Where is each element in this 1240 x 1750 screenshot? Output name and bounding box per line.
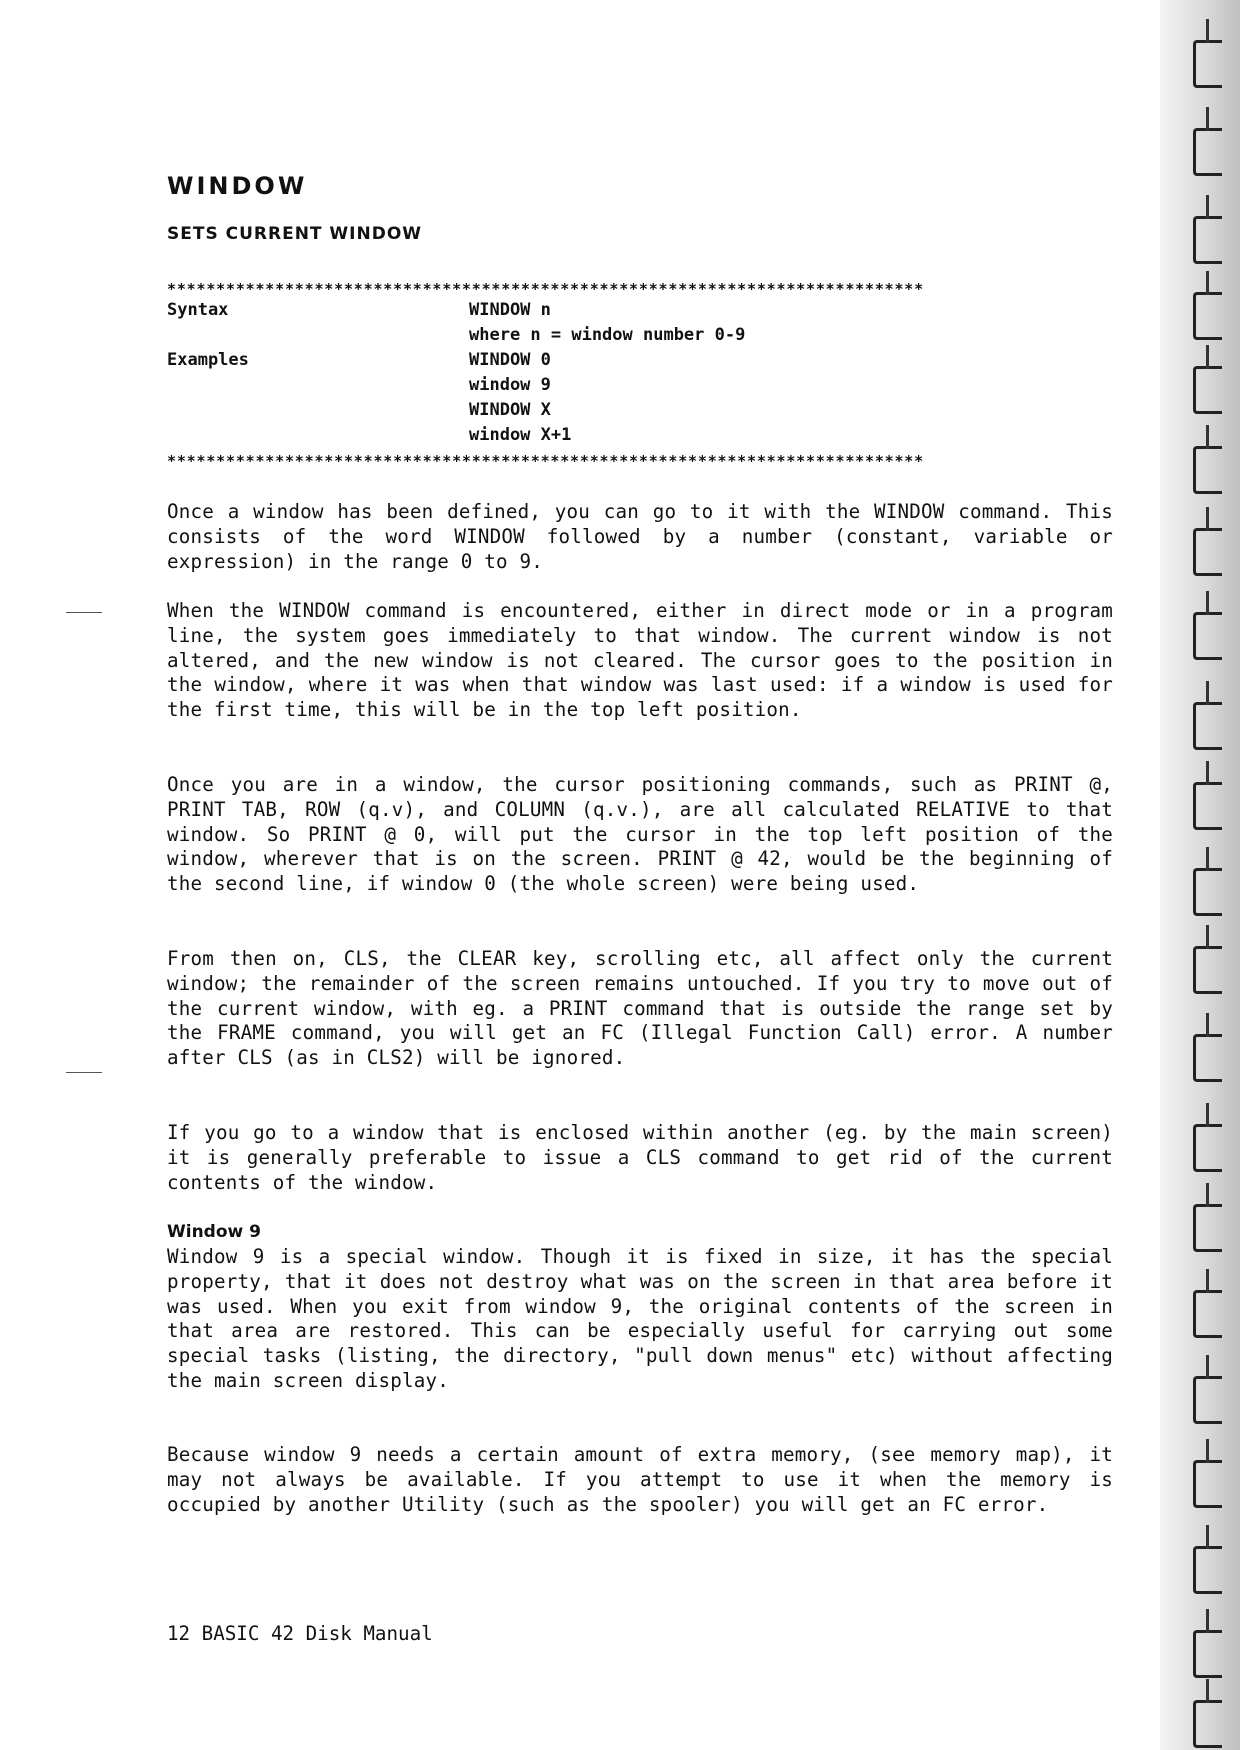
syntax-value: WINDOW X xyxy=(469,400,551,420)
syntax-value: where n = window number 0-9 xyxy=(469,325,746,345)
paragraph: Window 9 is a special window. Though it is fixed in size, it has the special property, that it does not destroy what was on the screen in that area before it was used. When you exit from window 9, the original contents of the screen in that area are restored. This can be especially useful for carrying out some special tasks (listing, the directory, "pull down menus" etc) without affecting the main screen display. xyxy=(167,1245,1113,1392)
paragraph: From then on, CLS, the CLEAR key, scrolling etc, all affect only the current window; the remainder of the screen remains untouched. If you try to move out of the current window, with eg. a PRINT command that is outside the range set by the FRAME command, you will get an FC (Illegal Function Call) error. A number after CLS (as in CLS2) will be ignored. xyxy=(167,947,1113,1070)
syntax-row xyxy=(167,300,1117,325)
binding-ring xyxy=(1193,1700,1222,1748)
binding-ring xyxy=(1193,446,1222,494)
paragraph: Once a window has been defined, you can go to it with the WINDOW command. This consists of the word WINDOW followed by a number (constant, variable or expression) in the range 0 to 9. xyxy=(167,500,1113,573)
paragraph: If you go to a window that is enclosed within another (eg. by the main screen) it is generally preferable to issue a CLS command to get rid of the current contents of the window. xyxy=(167,1121,1113,1194)
syntax-row xyxy=(167,350,1117,375)
syntax-row xyxy=(167,425,1117,450)
syntax-label: Syntax xyxy=(167,300,229,320)
binding-ring xyxy=(1193,946,1222,994)
margin-mark xyxy=(66,612,102,613)
binding-ring xyxy=(1193,1034,1222,1082)
binding-ring xyxy=(1193,1546,1222,1594)
syntax-label: Examples xyxy=(167,350,249,370)
binding-ring xyxy=(1193,782,1222,830)
paragraph: Because window 9 needs a certain amount of extra memory, (see memory map), it may not always be available. If you attempt to use it when the memory is occupied by another Utility (such as the spooler) you will get an FC error. xyxy=(167,1443,1113,1516)
binding-ring xyxy=(1193,292,1222,340)
page-footer: 12 BASIC 42 Disk Manual xyxy=(167,1622,433,1645)
syntax-value: window X+1 xyxy=(469,425,572,445)
binding-ring xyxy=(1193,40,1222,88)
binding-ring xyxy=(1193,366,1222,414)
divider-top: ***************************************************************************** xyxy=(167,280,924,298)
section-heading: Window 9 xyxy=(167,1222,261,1242)
binding-ring xyxy=(1193,216,1222,264)
margin-mark xyxy=(66,1072,102,1073)
syntax-value: window 9 xyxy=(469,375,551,395)
page-subtitle: SETS CURRENT WINDOW xyxy=(167,224,423,244)
binding-ring xyxy=(1193,1290,1222,1338)
binding-ring xyxy=(1193,528,1222,576)
binding-ring xyxy=(1193,1630,1222,1678)
syntax-row xyxy=(167,400,1117,425)
divider-bottom: ***************************************************************************** xyxy=(167,452,924,470)
binding-ring xyxy=(1193,1124,1222,1172)
binding-ring xyxy=(1193,1376,1222,1424)
syntax-row xyxy=(167,325,1117,350)
binding-ring xyxy=(1193,612,1222,660)
binding-ring xyxy=(1193,1460,1222,1508)
spiral-binding xyxy=(1160,0,1240,1750)
binding-ring xyxy=(1193,868,1222,916)
binding-ring xyxy=(1193,128,1222,176)
syntax-value: WINDOW 0 xyxy=(469,350,551,370)
syntax-row xyxy=(167,375,1117,400)
binding-ring xyxy=(1193,702,1222,750)
paragraph: Once you are in a window, the cursor positioning commands, such as PRINT @, PRINT TAB, ROW (q.v), and COLUMN (q.v.), are all calculated RELATIVE to that window. So PRINT @ 0, will put the cursor in the top left position of the window, wherever that is on the screen. PRINT @ 42, would be the beginning of the second line, if window 0 (the whole screen) were being used. xyxy=(167,773,1113,896)
page-title: WINDOW xyxy=(167,172,308,200)
syntax-value: WINDOW n xyxy=(469,300,551,320)
binding-ring xyxy=(1193,1204,1222,1252)
paragraph: When the WINDOW command is encountered, either in direct mode or in a program line, the system goes immediately to that window. The current window is not altered, and the new window is not cleared. The cursor goes to the position in the window, where it was when that window was last used: if a window is used for the first time, this will be in the top left position. xyxy=(167,599,1113,722)
